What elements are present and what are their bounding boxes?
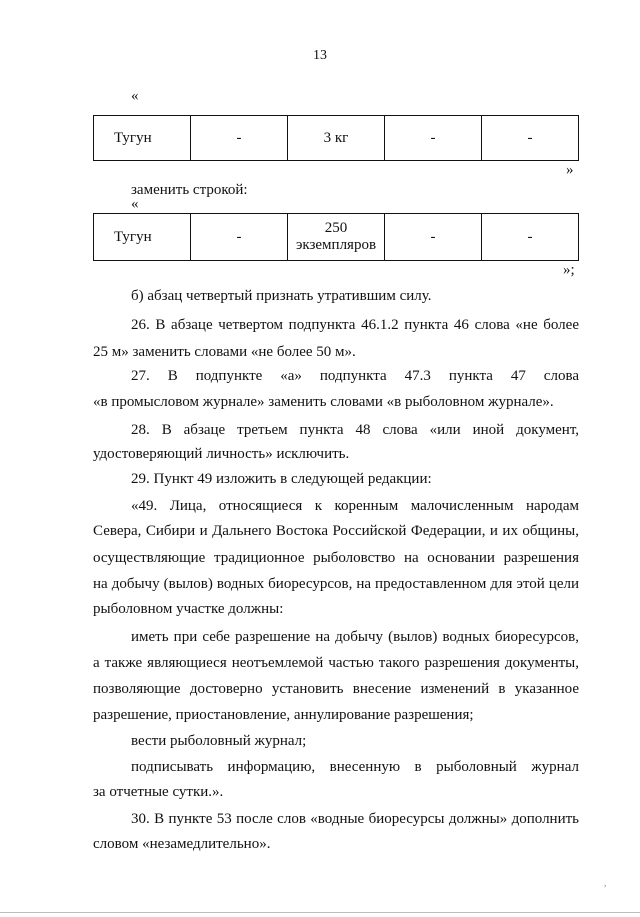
- text-line-9: «49. Лица, относящиеся к коренным малочисленным народам: [131, 498, 579, 514]
- text-line-20: за отчетные сутки.».: [93, 784, 224, 800]
- table-new-cell-3-line-1: 250: [324, 220, 348, 236]
- text-line-5: «в промысловом журнале» заменить словами «в рыболовном журнале».: [93, 394, 554, 410]
- text-line-11: осуществляющие традиционное рыболовство на основании разрешения: [93, 550, 579, 566]
- table-old-cell-1: Тугун: [94, 116, 191, 161]
- text-line-15: а также являющиеся неотъемлемой частью такого разрешения документы,: [93, 655, 579, 671]
- scan-speck: ,: [604, 878, 607, 888]
- table-old-cell-5: -: [482, 116, 579, 161]
- text-line-3: 25 м» заменить словами «не более 50 м».: [93, 344, 356, 360]
- text-line-17: разрешение, приостановление, аннулирование разрешения;: [93, 707, 474, 723]
- text-line-4: 27. В подпункте «а» подпункта 47.3 пункта 47 слова: [131, 368, 579, 384]
- table-old-cell-3: 3 кг: [288, 116, 385, 161]
- table-new-cell-5: -: [482, 214, 579, 261]
- page-number: 13: [313, 48, 327, 63]
- quote-close-1: »: [566, 162, 574, 178]
- table-new-cell-3: [288, 214, 385, 261]
- table-old-cell-2: -: [191, 116, 288, 161]
- text-line-19: подписывать информацию, внесенную в рыболовный журнал: [131, 759, 579, 775]
- text-line-12: на добычу (вылов) водных биоресурсов, на предоставленном для этой цели: [93, 576, 579, 592]
- table-old: [93, 115, 579, 161]
- quote-open-2: «: [131, 196, 139, 212]
- text-line-7: удостоверяющий личность» исключить.: [93, 446, 350, 462]
- table-new-cell-4: -: [385, 214, 482, 261]
- text-line-18: вести рыболовный журнал;: [131, 733, 307, 749]
- table-old-cell-4: -: [385, 116, 482, 161]
- text-line-6: 28. В абзаце третьем пункта 48 слова «или иной документ,: [131, 422, 579, 438]
- text-line-8: 29. Пункт 49 изложить в следующей редакции:: [131, 471, 432, 487]
- quote-open-1: «: [131, 88, 139, 104]
- table-new-cell-3-line-2: экземпляров: [295, 237, 377, 253]
- text-line-14: иметь при себе разрешение на добычу (вылов) водных биоресурсов,: [131, 629, 579, 645]
- text-line-22: словом «незамедлительно».: [93, 836, 271, 852]
- table-new-cell-1: Тугун: [94, 214, 191, 261]
- page-bottom-edge: [0, 912, 640, 913]
- table-new-cell-2: -: [191, 214, 288, 261]
- text-line-10: Севера, Сибири и Дальнего Востока Российской Федерации, и их общины,: [93, 523, 579, 539]
- text-line-13: рыболовном участке должны:: [93, 601, 284, 617]
- text-line-2: 26. В абзаце четвертом подпункта 46.1.2 пункта 46 слова «не более: [131, 317, 579, 333]
- table-new: [93, 213, 579, 261]
- text-line-21: 30. В пункте 53 после слов «водные биоресурсы должны» дополнить: [131, 811, 579, 827]
- text-line-1: б) абзац четвертый признать утратившим силу.: [131, 288, 432, 304]
- text-line-16: позволяющие достоверно установить внесение изменений в указанное: [93, 681, 579, 697]
- quote-close-semicolon: »;: [563, 262, 575, 278]
- replace-with-text: заменить строкой:: [131, 182, 248, 198]
